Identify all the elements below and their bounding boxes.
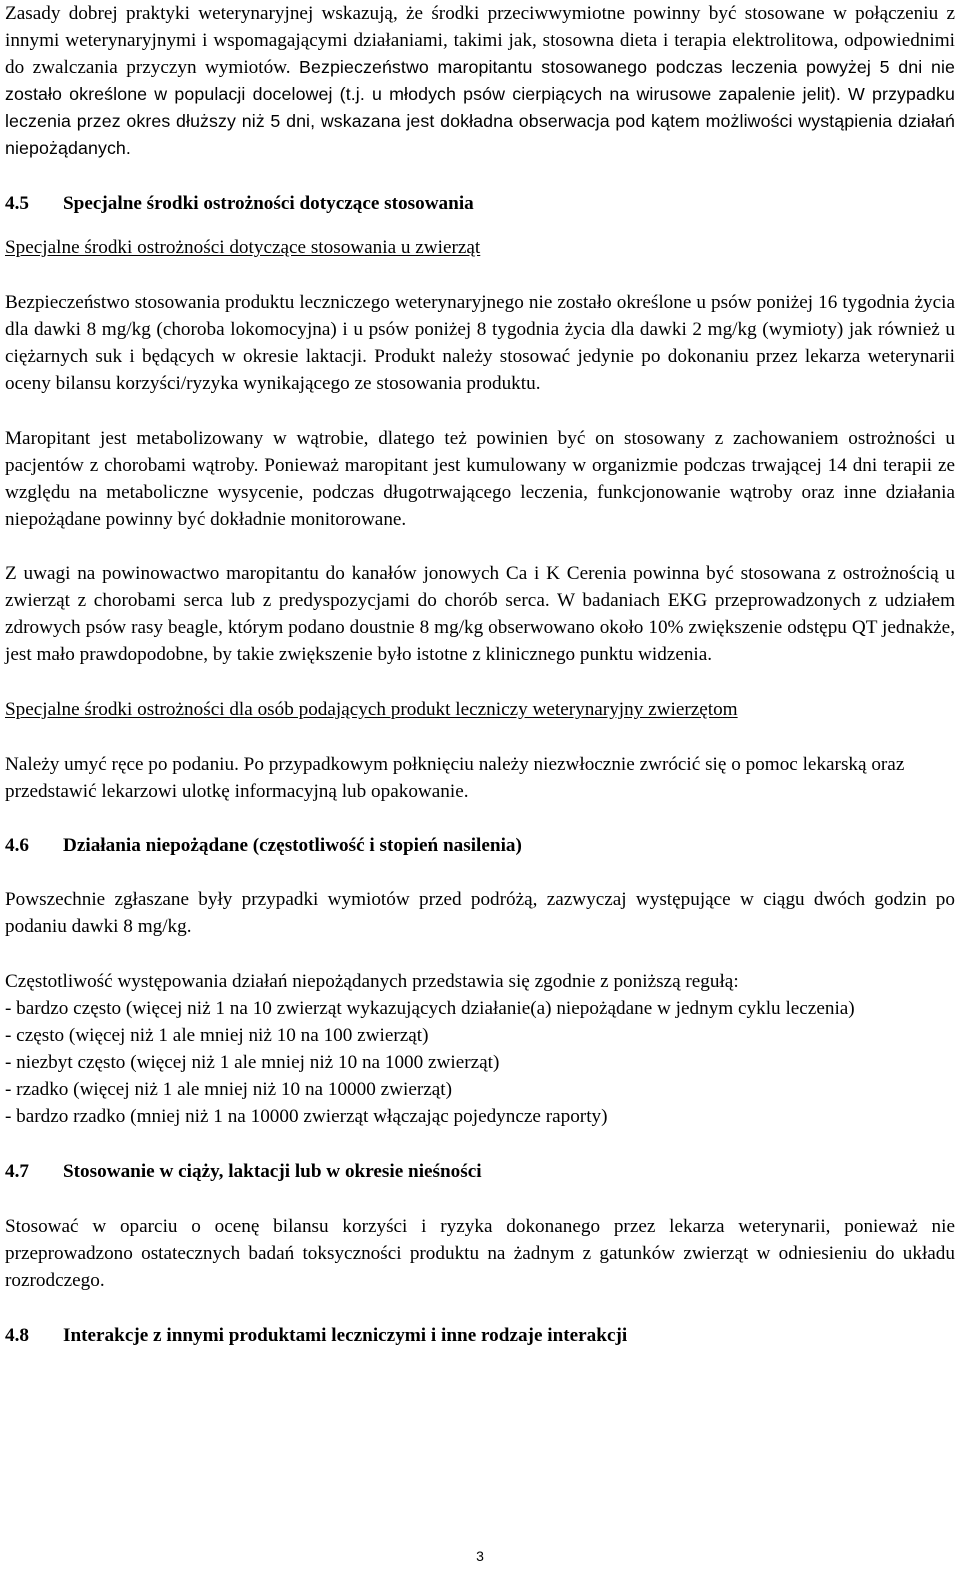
frequency-list-intro: Częstotliwość występowania działań niepożądanych przedstawia się zgodnie z poniższą regułą: <box>5 971 739 992</box>
paragraph-liver: Maropitant jest metabolizowany w wątrobie, dlatego też powinien być on stosowany z zachowaniem ostrożności u pacjentów z chorobami wątroby. Ponieważ maropitant jest kumulowany w organizmie podczas trwającej 14 dni terapii ze względu na metaboliczne wysycenie, podczas długotrwającego leczenia, funkcjonowanie wątroby oraz inne działania niepożądane powinny być dokładnie monitorowane. <box>5 428 955 530</box>
section-heading-4-7 <box>5 1158 955 1185</box>
paragraph-safety-young-dogs: Bezpieczeństwo stosowania produktu leczniczego weterynaryjnego nie zostało określone u psów poniżej 16 tygodnia życia dla dawki 8 mg/kg (choroba lokomocyjna) i u psów poniżej 8 tygodnia życia dla dawki 2 mg/kg (wymioty) jak również u ciężarnych suk i będących w okresie laktacji. Produkt należy stosować jedynie po dokonaniu przez lekarza weterynarii oceny bilansu korzyści/ryzyka wynikającego ze stosowania produktu. <box>5 292 955 394</box>
paragraph-wash-hands: Należy umyć ręce po podaniu. Po przypadkowym połknięciu należy niezwłocznie zwrócić się o pomoc lekarską oraz przedstawić lekarzowi ulotkę informacyjną lub opakowanie. <box>5 754 905 802</box>
list-item: - rzadko (więcej niż 1 ale mniej niż 10 na 10000 zwierząt) <box>5 1079 452 1100</box>
intro-text-serif: Zasady dobrej praktyki weterynaryjnej wskazują, że środki przeciwwymiotne powinny być stosowane w połączeniu z innymi weterynaryjnymi i wspomagającymi działaniami, takimi jak, stosowna dieta i terapia elektrolitowa, odpowiednimi do zwalczania przyczyn wymiotów. <box>5 3 955 78</box>
frequency-list <box>5 968 955 1130</box>
section-title: Interakcje z innymi produktami leczniczymi i inne rodzaje interakcji <box>63 1325 628 1346</box>
intro-text-sans: Bezpieczeństwo maropitantu stosowanego podczas leczenia powyżej 5 dni nie zostało określone w populacji docelowej (t.j. u młodych psów cierpiących na wirusowe zapalenie jelit). W przypadku leczenia przez okres dłuższy niż 5 dni, wskazana jest dokładna obserwacja pod kątem możliwości wystąpienia działań niepożądanych. <box>5 57 955 158</box>
page-number: 3 <box>476 1548 484 1564</box>
section-number: 4.6 <box>5 835 29 856</box>
list-item: - bardzo rzadko (mniej niż 1 na 10000 zwierząt włączając pojedyncze raporty) <box>5 1106 608 1127</box>
paragraph-heart: Z uwagi na powinowactwo maropitantu do kanałów jonowych Ca i K Cerenia powinna być stosowana z ostrożnością u zwierząt z chorobami serca lub z predyspozycjami do chorób serca. W badaniach EKG przeprowadzonych z udziałem zdrowych psów rasy beagle, którym podano doustnie 8 mg/kg obserwowano około 10% zwiększenie odstępu QT jednakże, jest mało prawdopodobne, by takie zwiększenie było istotne z klinicznego punktu widzenia. <box>5 563 955 665</box>
section-number: 4.8 <box>5 1325 29 1346</box>
section-title: Działania niepożądane (częstotliwość i stopień nasilenia) <box>63 835 522 856</box>
document-page <box>5 0 955 1349</box>
paragraph-pregnancy: Stosować w oparciu o ocenę bilansu korzyści i ryzyka dokonanego przez lekarza weterynarii, ponieważ nie przeprowadzono ostatecznych badań toksyczności produktu na żadnym z gatunków zwierząt w odniesieniu do układu rozrodczego. <box>5 1216 955 1291</box>
list-item: - często (więcej niż 1 ale mniej niż 10 na 100 zwierząt) <box>5 1025 429 1046</box>
list-item: - bardzo często (więcej niż 1 na 10 zwierząt wykazujących działanie(a) niepożądane w jednym cyklu leczenia) <box>5 998 855 1019</box>
list-item: - niezbyt często (więcej niż 1 ale mniej niż 10 na 1000 zwierząt) <box>5 1052 500 1073</box>
section-number: 4.7 <box>5 1161 29 1182</box>
section-title: Stosowanie w ciąży, laktacji lub w okresie nieśności <box>63 1161 482 1182</box>
section-number: 4.5 <box>5 193 29 214</box>
intro-paragraph <box>5 0 955 162</box>
section-heading-4-6 <box>5 832 955 859</box>
section-title: Specjalne środki ostrożności dotyczące stosowania <box>63 193 474 214</box>
paragraph-vomiting: Powszechnie zgłaszane były przypadki wymiotów przed podróżą, zazwyczaj występujące w ciągu dwóch godzin po podaniu dawki 8 mg/kg. <box>5 889 955 937</box>
section-heading-4-5 <box>5 190 955 217</box>
subheading-animals: Specjalne środki ostrożności dotyczące stosowania u zwierząt <box>5 237 481 258</box>
section-heading-4-8 <box>5 1322 955 1349</box>
subheading-persons: Specjalne środki ostrożności dla osób podających produkt leczniczy weterynaryjny zwierzętom <box>5 699 738 720</box>
